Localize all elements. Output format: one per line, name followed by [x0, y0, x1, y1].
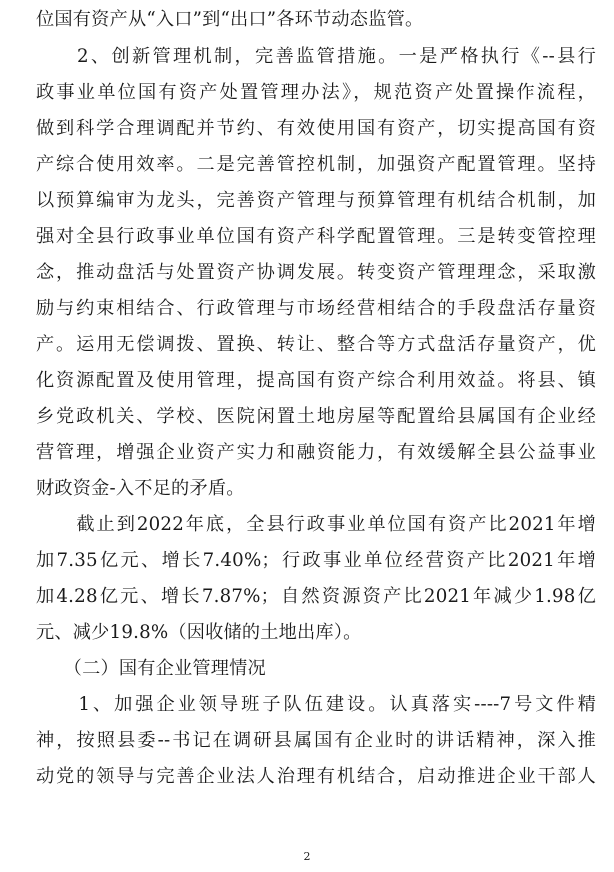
section-heading: （二）国有企业管理情况	[36, 658, 266, 679]
body-text-line: 营管理，增强企业资产实力和融资能力，有效缓解全县公益事业	[36, 442, 596, 463]
page-number: 2	[303, 850, 311, 863]
body-text-line: 位国有资产从“入口”到“出口”各环节动态监管。	[36, 9, 424, 30]
body-text-line: 加4.28亿元、增长7.87%；自然资源资产比2021年减少1.98亿	[36, 586, 596, 607]
body-text-line: 念，推动盘活与处置资产协调发展。转变资产管理理念，采取激	[36, 262, 596, 283]
body-text-line: 励与约束相结合、行政管理与市场经营相结合的手段盘活存量资	[36, 298, 596, 319]
body-text-line: 财政资金-入不足的矛盾。	[36, 478, 245, 499]
body-text-line: 截止到2022年底，全县行政事业单位国有资产比2021年增	[36, 514, 596, 535]
body-text-line: 产综合使用效率。二是完善管控机制，加强资产配置管理。坚持	[36, 154, 596, 175]
body-text-line: 加7.35亿元、增长7.40%；行政事业单位经营资产比2021年增	[36, 550, 596, 571]
body-text-line: 2、创新管理机制，完善监管措施。一是严格执行《--县行	[36, 46, 596, 67]
body-text-line: 强对全县行政事业单位国有资产科学配置管理。三是转变管控理	[36, 226, 596, 247]
body-text-line: 政事业单位国有资产处置管理办法》，规范资产处置操作流程，	[36, 82, 596, 103]
body-text-line: 做到科学合理调配并节约、有效使用国有资产，切实提高国有资	[36, 118, 596, 139]
body-text-line: 元、减少19.8%（因收储的土地出库）。	[36, 622, 362, 643]
body-text-line: 1、加强企业领导班子队伍建设。认真落实----7号文件精	[36, 694, 596, 715]
body-text-line: 产。运用无偿调拨、置换、转让、整合等方式盘活存量资产，优	[36, 334, 596, 355]
body-text-line: 以预算编审为龙头，完善资产管理与预算管理有机结合机制，加	[36, 190, 596, 211]
body-text-line: 乡党政机关、学校、医院闲置土地房屋等配置给县属国有企业经	[36, 406, 596, 427]
body-text-line: 动党的领导与完善企业法人治理有机结合，启动推进企业干部人	[36, 766, 596, 787]
body-text-line: 化资源配置及使用管理，提高国有资产综合利用效益。将县、镇	[36, 370, 596, 391]
body-text-line: 神，按照县委--书记在调研县属国有企业时的讲话精神，深入推	[36, 730, 596, 751]
